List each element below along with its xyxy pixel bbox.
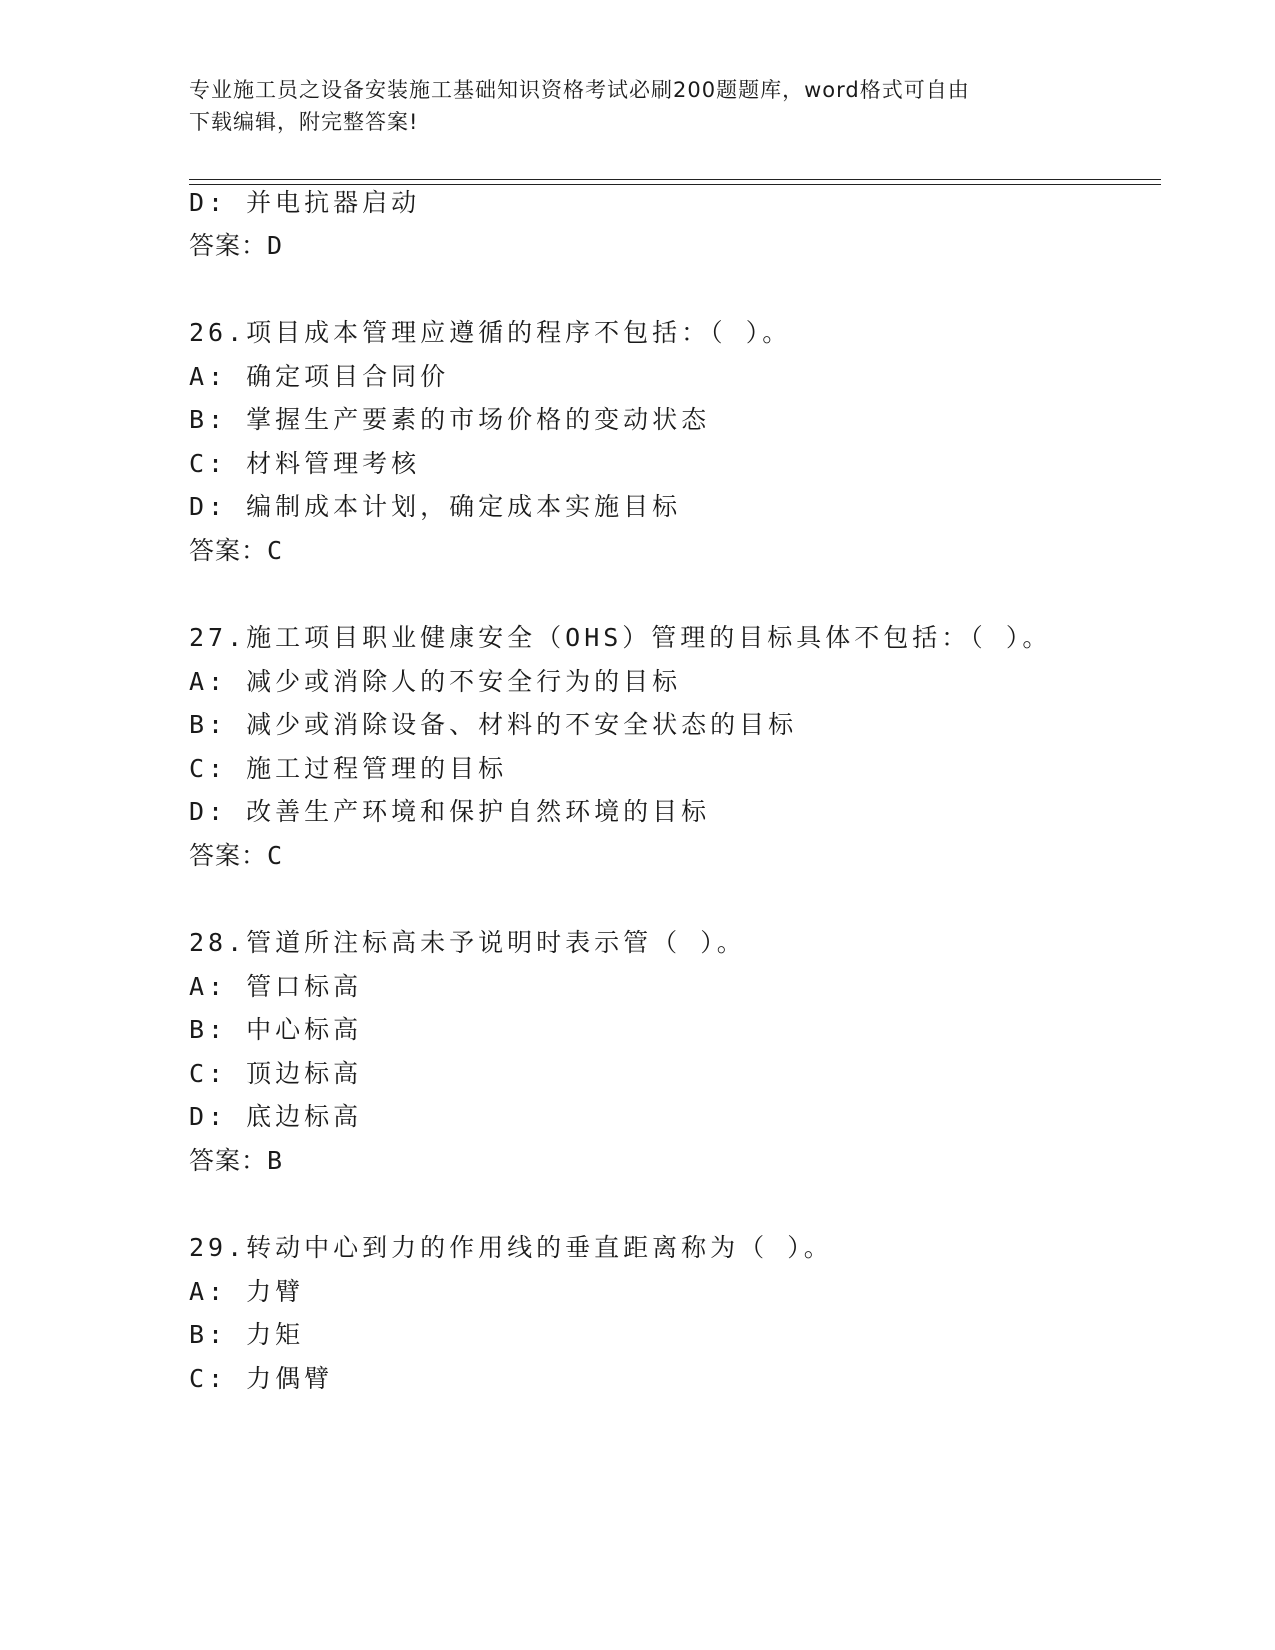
q29-option-c: C: 力偶臂 [189,1364,334,1393]
header-title-line-1: 专业施工员之设备安装施工基础知识资格考试必刷200题题库，word格式可自由 [189,78,970,102]
q27-option-d: D: 改善生产环境和保护自然环境的目标 [189,797,711,826]
q26-answer [189,536,283,566]
header-divider-bottom [189,184,1161,185]
q26-option-d: D: 编制成本计划，确定成本实施目标 [189,492,682,521]
answer-value: C [267,841,284,870]
answer-value: B [267,1146,284,1175]
q26-option-c: C: 材料管理考核 [189,449,421,478]
option-d-prev: D: 并电抗器启动 [189,188,421,217]
q27-option-a: A: 减少或消除人的不安全行为的目标 [189,667,682,696]
q29-option-b: B: 力矩 [189,1320,305,1349]
q26-option-b: B: 掌握生产要素的市场价格的变动状态 [189,405,711,434]
answer-label: 答案： [189,841,268,870]
q28-option-c: C: 顶边标高 [189,1059,363,1088]
q28-option-a: A: 管口标高 [189,972,363,1001]
question-28: 28.管道所注标高未予说明时表示管（ ）。 [189,928,746,957]
answer-label: 答案： [189,536,268,565]
page-header [189,74,1079,138]
answer-prev [189,231,283,261]
question-29: 29.转动中心到力的作用线的垂直距离称为（ ）。 [189,1233,833,1262]
answer-label: 答案： [189,231,268,260]
header-title-line-2: 下载编辑，附完整答案! [189,110,419,134]
question-26: 26.项目成本管理应遵循的程序不包括：（ ）。 [189,318,792,347]
q28-option-b: B: 中心标高 [189,1015,363,1044]
q26-option-a: A: 确定项目合同价 [189,362,450,391]
header-divider-top [189,179,1161,180]
answer-label: 答案： [189,1146,268,1175]
question-27: 27.施工项目职业健康安全（OHS）管理的目标具体不包括：（ ）。 [189,623,1052,652]
q27-option-b: B: 减少或消除设备、材料的不安全状态的目标 [189,710,798,739]
q28-answer [189,1146,283,1176]
q29-option-a: A: 力臂 [189,1277,305,1306]
q27-option-c: C: 施工过程管理的目标 [189,754,508,783]
q27-answer [189,841,283,871]
q28-option-d: D: 底边标高 [189,1102,363,1131]
answer-value: C [267,536,284,565]
answer-value: D [267,231,284,260]
